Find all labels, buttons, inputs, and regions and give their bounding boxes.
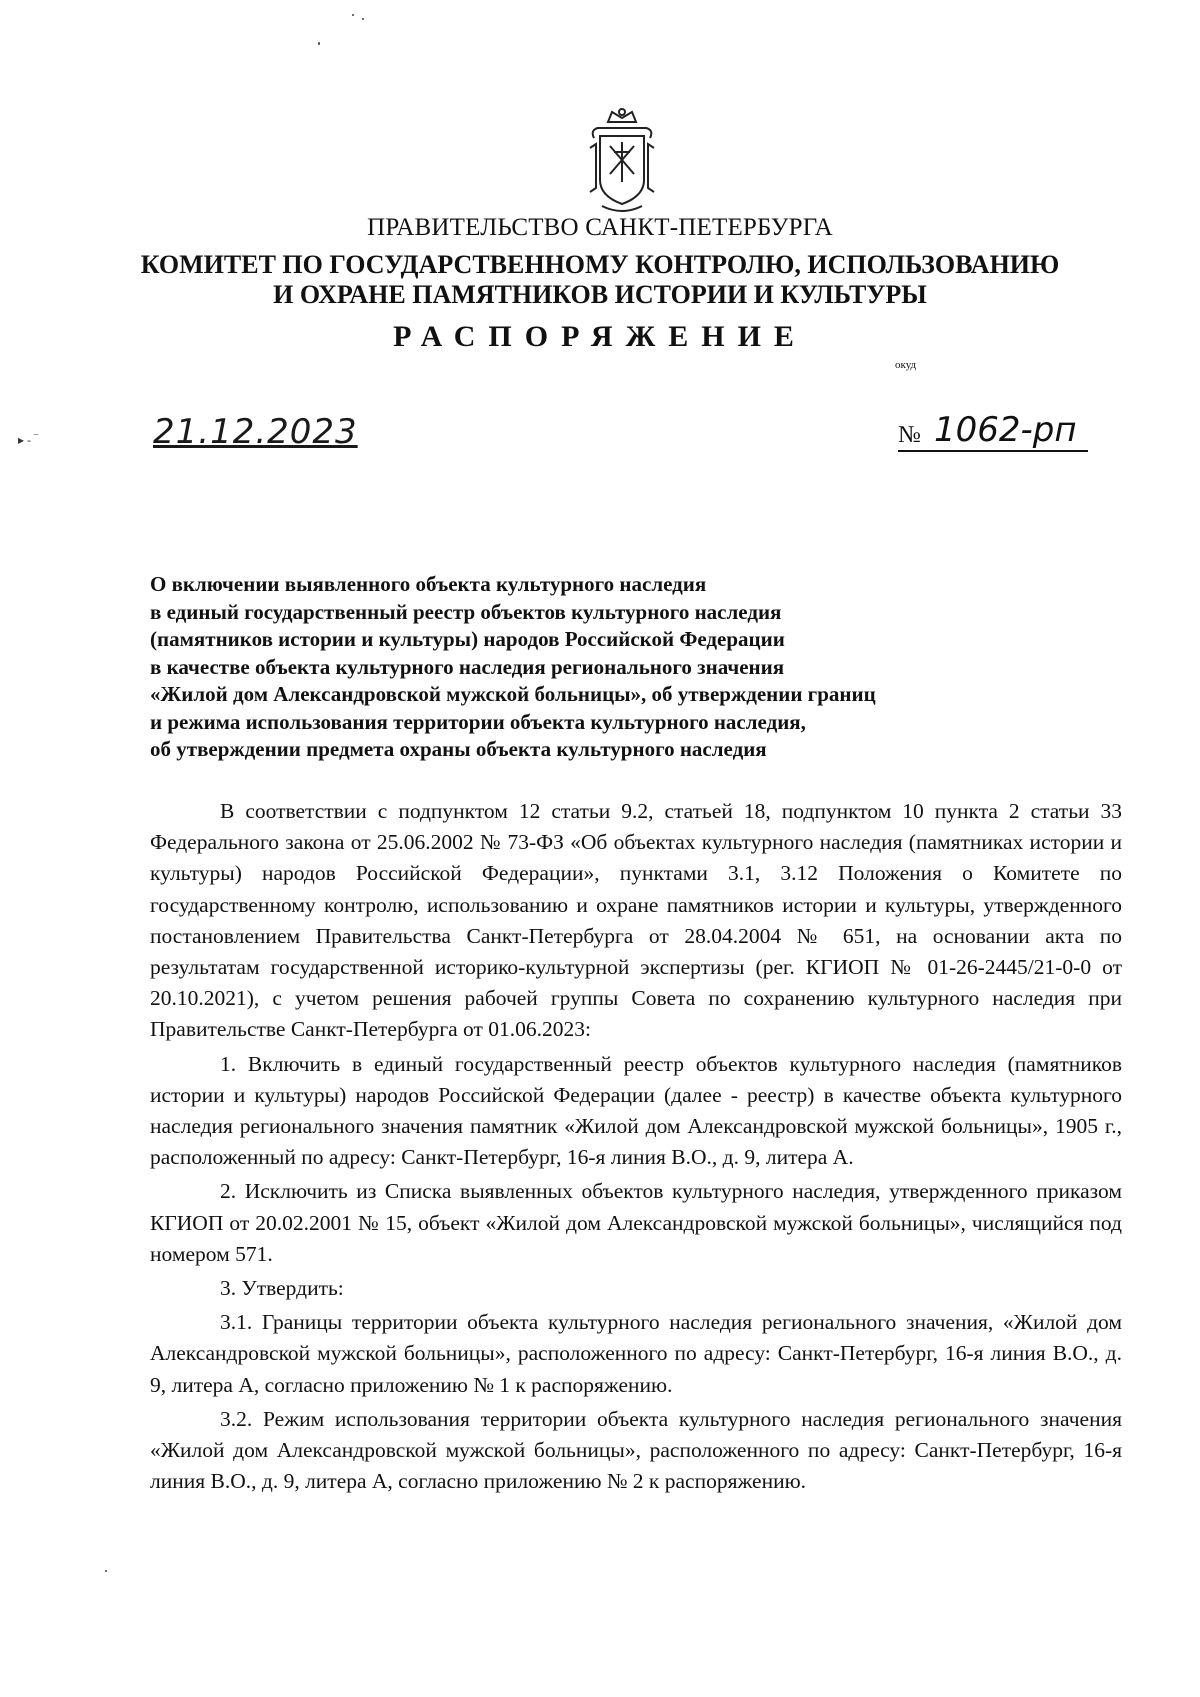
order-number: 1062-рп bbox=[934, 410, 1077, 450]
government-name: ПРАВИТЕЛЬСТВО САНКТ-ПЕТЕРБУРГА bbox=[367, 214, 833, 241]
scan-speck bbox=[318, 42, 320, 45]
okud-label: окуд bbox=[895, 359, 917, 371]
preamble-paragraph: В соответствии с подпунктом 12 статьи 9.2, статьей 18, подпунктом 10 пункта 2 статьи 33 Федерального закона от 25.06.2002 № 73-ФЗ «Об объектах культурного наследия (памятниках истории и культуры) народов Российской Федерации», пунктами 3.1, 3.12 Положения о Комитете по государственному контролю, использованию и охране памятников истории и культуры, утвержденного постановлением Правительства Санкт-Петербурга от 28.04.2004 № 651, на основании акта по результатам государственной историко-культурной экспертизы (рег. КГИОП № 01-26-2445/21-0-0 от 20.10.2021), с учетом решения рабочей группы Совета по сохранению культурного наследия при Правительстве Санкт-Петербурга от 01.06.2023: bbox=[150, 799, 1122, 1042]
item-3-2-paragraph: 3.2. Режим использования территории объекта культурного наследия регионального значения «Жилой дом Александровской мужской больницы», расположенного по адресу: Санкт-Петербург, 16-я линия В.О., д. 9, литера А, согласно приложению № 2 к распоряжению. bbox=[150, 1406, 1122, 1494]
document-body bbox=[150, 796, 1122, 1500]
title-line: О включении выявленного объекта культурного наследия bbox=[150, 572, 707, 596]
order-number-field bbox=[898, 410, 1088, 452]
item-1-paragraph: 1. Включить в единый государственный реестр объектов культурного наследия (памятников истории и культуры) народов Российской Федерации (далее - реестр) в качестве объекта культурного наследия регионального значения памятник «Жилой дом Александровской мужской больницы», 1905 г., расположенный по адресу: Санкт-Петербург, 16-я линия В.О., д. 9, литера А. bbox=[150, 1051, 1122, 1170]
title-line: об утверждении предмета охраны объекта культурного наследия bbox=[150, 737, 767, 761]
title-line: (памятников истории и культуры) народов Российской Федерации bbox=[150, 627, 785, 651]
document-type: РАСПОРЯЖЕНИЕ bbox=[393, 320, 807, 353]
item-3-1-paragraph: 3.1. Границы территории объекта культурного наследия регионального значения, «Жилой дом Александровской мужской больницы», расположенного по адресу: Санкт-Петербург, 16-я линия В.О., д. 9, литера А, согласно приложению № 1 к распоряжению. bbox=[150, 1310, 1122, 1397]
document-title bbox=[150, 571, 876, 764]
title-line: в качестве объекта культурного наследия регионального значения bbox=[150, 654, 785, 679]
order-date: 21.12.2023 bbox=[153, 412, 358, 452]
number-sign: № bbox=[898, 422, 921, 448]
scan-speck bbox=[105, 1570, 107, 1572]
title-line: «Жилой дом Александровской мужской больницы», об утверждении границ bbox=[150, 682, 876, 706]
committee-name bbox=[0, 250, 1200, 310]
title-line: и режима использования территории объекта культурного наследия, bbox=[150, 709, 806, 734]
committee-line-2: И ОХРАНЕ ПАМЯТНИКОВ ИСТОРИИ И КУЛЬТУРЫ bbox=[273, 280, 927, 309]
scan-speck bbox=[352, 14, 354, 16]
item-3-paragraph: 3. Утвердить: bbox=[220, 1276, 344, 1301]
margin-mark: ▸ - ‾ bbox=[18, 433, 39, 447]
item-2-paragraph: 2. Исключить из Списка выявленных объектов культурного наследия, утвержденного приказом КГИОП от 20.02.2001 № 15, объект «Жилой дом Александровской мужской больницы», числящийся под номером 571. bbox=[150, 1179, 1122, 1266]
scan-speck bbox=[362, 18, 364, 20]
coat-of-arms-emblem bbox=[586, 108, 658, 216]
committee-line-1: КОМИТЕТ ПО ГОСУДАРСТВЕННОМУ КОНТРОЛЮ, ИСПОЛЬЗОВАНИЮ bbox=[140, 250, 1060, 279]
title-line: в единый государственный реестр объектов культурного наследия bbox=[150, 599, 782, 624]
